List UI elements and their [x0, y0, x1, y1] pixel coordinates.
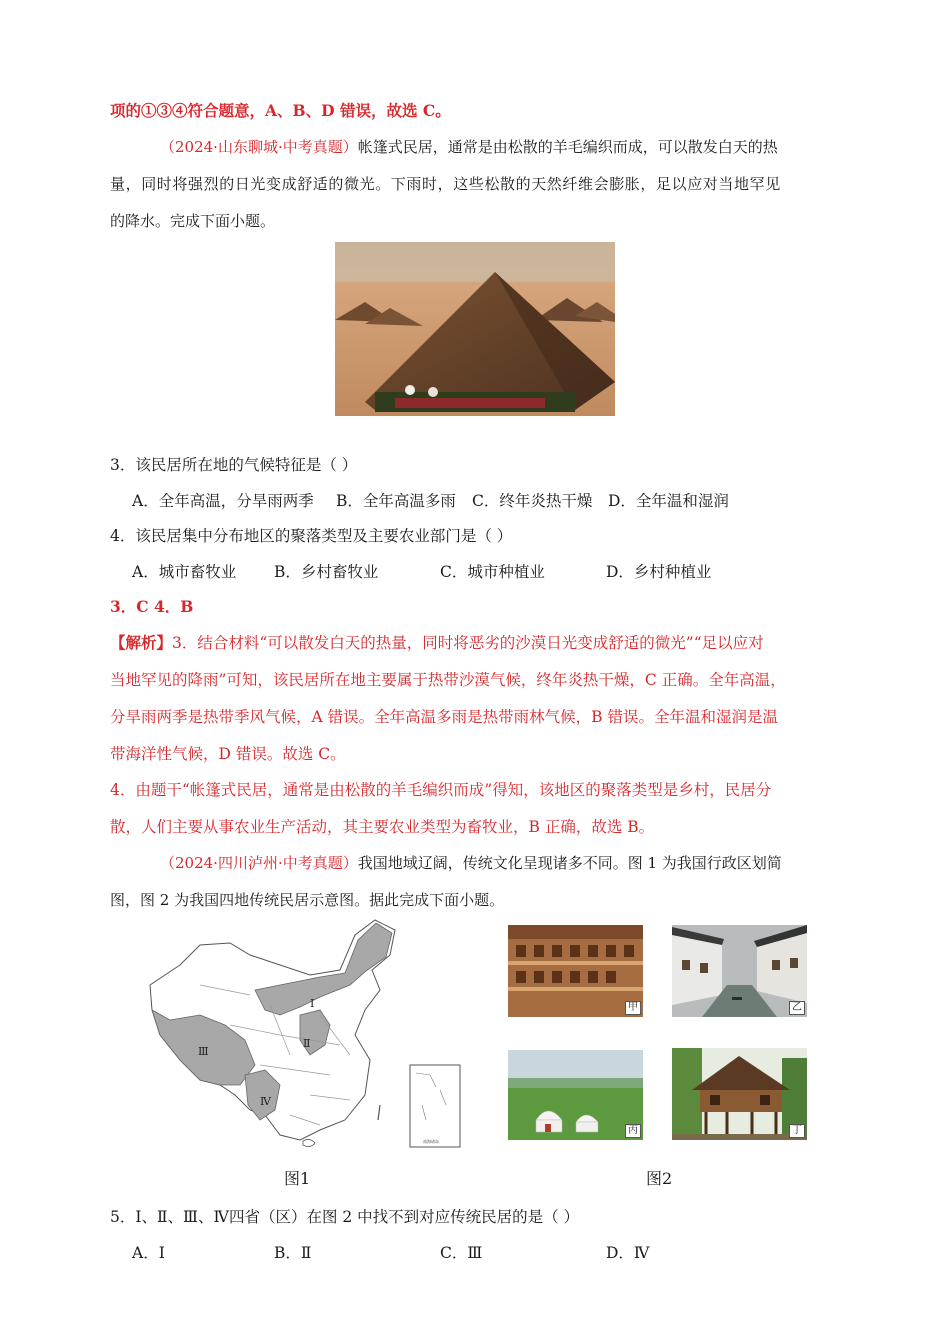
photo-tag-jia: 甲: [625, 1001, 641, 1015]
explanation-3-line-2: 当地罕见的降雨”可知，该民居所在地主要属于热带沙漠气候，终年炎热干燥，C 正确。全年高温，: [110, 671, 786, 689]
photo-tag-yi: 乙: [789, 1001, 805, 1015]
photo-tag-bing: 丙: [625, 1124, 641, 1138]
map-label-iii: Ⅲ: [198, 1045, 209, 1058]
explanation-3-line-1: [110, 632, 764, 654]
explanation-4-line-1: 4．由题干“帐篷式民居，通常是由松散的羊毛编织而成”得知，该地区的聚落类型是乡村，民居分: [110, 781, 772, 799]
desert-tent-photo: [335, 242, 615, 416]
q5-option-b[interactable]: B．Ⅱ: [274, 1244, 312, 1262]
map-label-ii: Ⅱ: [303, 1037, 311, 1050]
photo-bing-yurt: [508, 1050, 643, 1140]
q3-option-d[interactable]: D．全年温和湿润: [608, 492, 729, 510]
passage-2-line-2: 图，图 2 为我国四地传统民居示意图。据此完成下面小题。: [110, 891, 505, 909]
passage-1-line-1: [160, 136, 778, 158]
q5-stem: 5．Ⅰ、Ⅱ、Ⅲ、Ⅳ四省（区）在图 2 中找不到对应传统民居的是（ ）: [110, 1208, 580, 1226]
explanation-tag: 【解析】: [110, 633, 173, 652]
figure-2-caption: 图2: [646, 1169, 673, 1188]
answer-line: 3．C 4．B: [110, 597, 194, 616]
china-map: [140, 915, 475, 1155]
passage-1-line-2: 量，同时将强烈的日光变成舒适的微光。下雨时，这些松散的天然纤维会膨胀，足以应对当地罕见: [110, 175, 781, 193]
photo-ding-stilt-house: [672, 1048, 807, 1140]
explanation-4-line-2: 散，人们主要从事农业生产活动，其主要农业类型为畜牧业，B 正确，故选 B。: [110, 818, 655, 836]
q5-option-c[interactable]: C．Ⅲ: [440, 1244, 483, 1262]
q3-option-b[interactable]: B．全年高温多雨: [336, 492, 456, 510]
source-tag-2: （2024·四川泸州·中考真题）: [160, 854, 358, 872]
prev-answer-tail: 项的①③④符合题意，A、B、D 错误，故选 C。: [110, 101, 451, 120]
passage-1-text-a: 帐篷式民居，通常是由松散的羊毛编织而成，可以散发白天的热: [357, 138, 778, 156]
q4-stem: 4．该民居集中分布地区的聚落类型及主要农业部门是（ ）: [110, 527, 513, 545]
passage-2-line-1: [160, 852, 782, 874]
q4-option-b[interactable]: B．乡村畜牧业: [274, 563, 379, 581]
q3-option-a[interactable]: A．全年高温，分旱雨两季: [132, 492, 314, 510]
q5-option-d[interactable]: D．Ⅳ: [606, 1244, 650, 1262]
explanation-3-line-4: 带海洋性气候，D 错误。故选 C。: [110, 745, 346, 763]
q4-option-c[interactable]: C．城市种植业: [440, 563, 545, 581]
q4-option-a[interactable]: A．城市畜牧业: [132, 563, 237, 581]
q4-option-d[interactable]: D．乡村种植业: [606, 563, 712, 581]
q3-stem: 3．该民居所在地的气候特征是（ ）: [110, 456, 358, 474]
photo-tag-ding: 丁: [789, 1124, 805, 1138]
source-tag-1: （2024·山东聊城·中考真题）: [160, 138, 358, 156]
map-label-i: Ⅰ: [310, 997, 315, 1010]
explanation-3-text-a: 3．结合材料“可以散发白天的热量，同时将恶劣的沙漠日光变成舒适的微光”“足以应对: [172, 634, 764, 652]
figure-1-caption: 图1: [284, 1169, 311, 1188]
q5-options: [132, 1242, 852, 1264]
q4-options: [132, 561, 852, 583]
q5-option-a[interactable]: A．Ⅰ: [132, 1244, 165, 1262]
photo-jia-tulou: [508, 925, 643, 1017]
photo-yi-watertown: [672, 925, 807, 1017]
q3-options: [132, 490, 852, 512]
map-label-iv: Ⅳ: [260, 1095, 271, 1108]
passage-2-text-a: 我国地域辽阔，传统文化呈现诸多不同。图 1 为我国行政区划简: [357, 854, 782, 872]
passage-1-line-3: 的降水。完成下面小题。: [110, 212, 276, 230]
map-inset-label: 南海诸岛: [423, 1139, 439, 1144]
explanation-3-line-3: 分旱雨两季是热带季风气候，A 错误。全年高温多雨是热带雨林气候，B 错误。全年温和湿润是温: [110, 708, 778, 726]
q3-option-c[interactable]: C．终年炎热干燥: [472, 492, 593, 510]
